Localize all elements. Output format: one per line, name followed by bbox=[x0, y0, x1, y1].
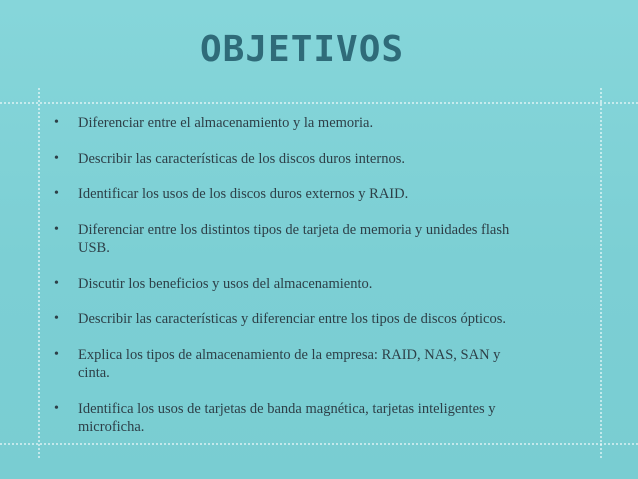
list-item-text: Diferenciar entre los distintos tipos de tarjeta de memoria y unidades flash USB. bbox=[78, 221, 510, 256]
list-item bbox=[52, 114, 532, 133]
dotted-border-right bbox=[600, 88, 602, 458]
list-item-text: Explica los tipos de almacenamiento de la empresa: RAID, NAS, SAN y cinta. bbox=[78, 346, 501, 381]
slide-title: OBJETIVOS bbox=[200, 29, 405, 70]
bullet-icon: • bbox=[54, 311, 59, 326]
bullet-icon: • bbox=[54, 221, 59, 237]
list-item-text: Describir las características de los discos duros internos. bbox=[78, 150, 405, 167]
bullet-icon: • bbox=[54, 115, 59, 130]
bullet-icon: • bbox=[54, 400, 59, 416]
dotted-border-top bbox=[0, 102, 638, 104]
list-item-text: Identifica los usos de tarjetas de banda magnética, tarjetas inteligentes y microficha. bbox=[78, 400, 496, 435]
list-item bbox=[52, 346, 532, 383]
objectives-list bbox=[52, 114, 532, 454]
list-item-text: Diferenciar entre el almacenamiento y la memoria. bbox=[78, 115, 374, 131]
list-item bbox=[52, 310, 532, 329]
bullet-icon: • bbox=[54, 186, 59, 201]
bullet-icon: • bbox=[54, 275, 59, 291]
list-item bbox=[52, 221, 532, 258]
list-item bbox=[52, 185, 532, 204]
list-item bbox=[52, 400, 532, 437]
list-item bbox=[52, 275, 532, 294]
bullet-icon: • bbox=[54, 150, 59, 166]
list-item-text: Identificar los usos de los discos duros externos y RAID. bbox=[78, 186, 409, 202]
list-item-text: Describir las características y diferenciar entre los tipos de discos ópticos. bbox=[78, 311, 506, 327]
list-item-text: Discutir los beneficios y usos del almacenamiento. bbox=[78, 275, 373, 292]
bullet-icon: • bbox=[54, 346, 59, 362]
list-item bbox=[52, 150, 532, 169]
dotted-border-left bbox=[38, 88, 40, 458]
